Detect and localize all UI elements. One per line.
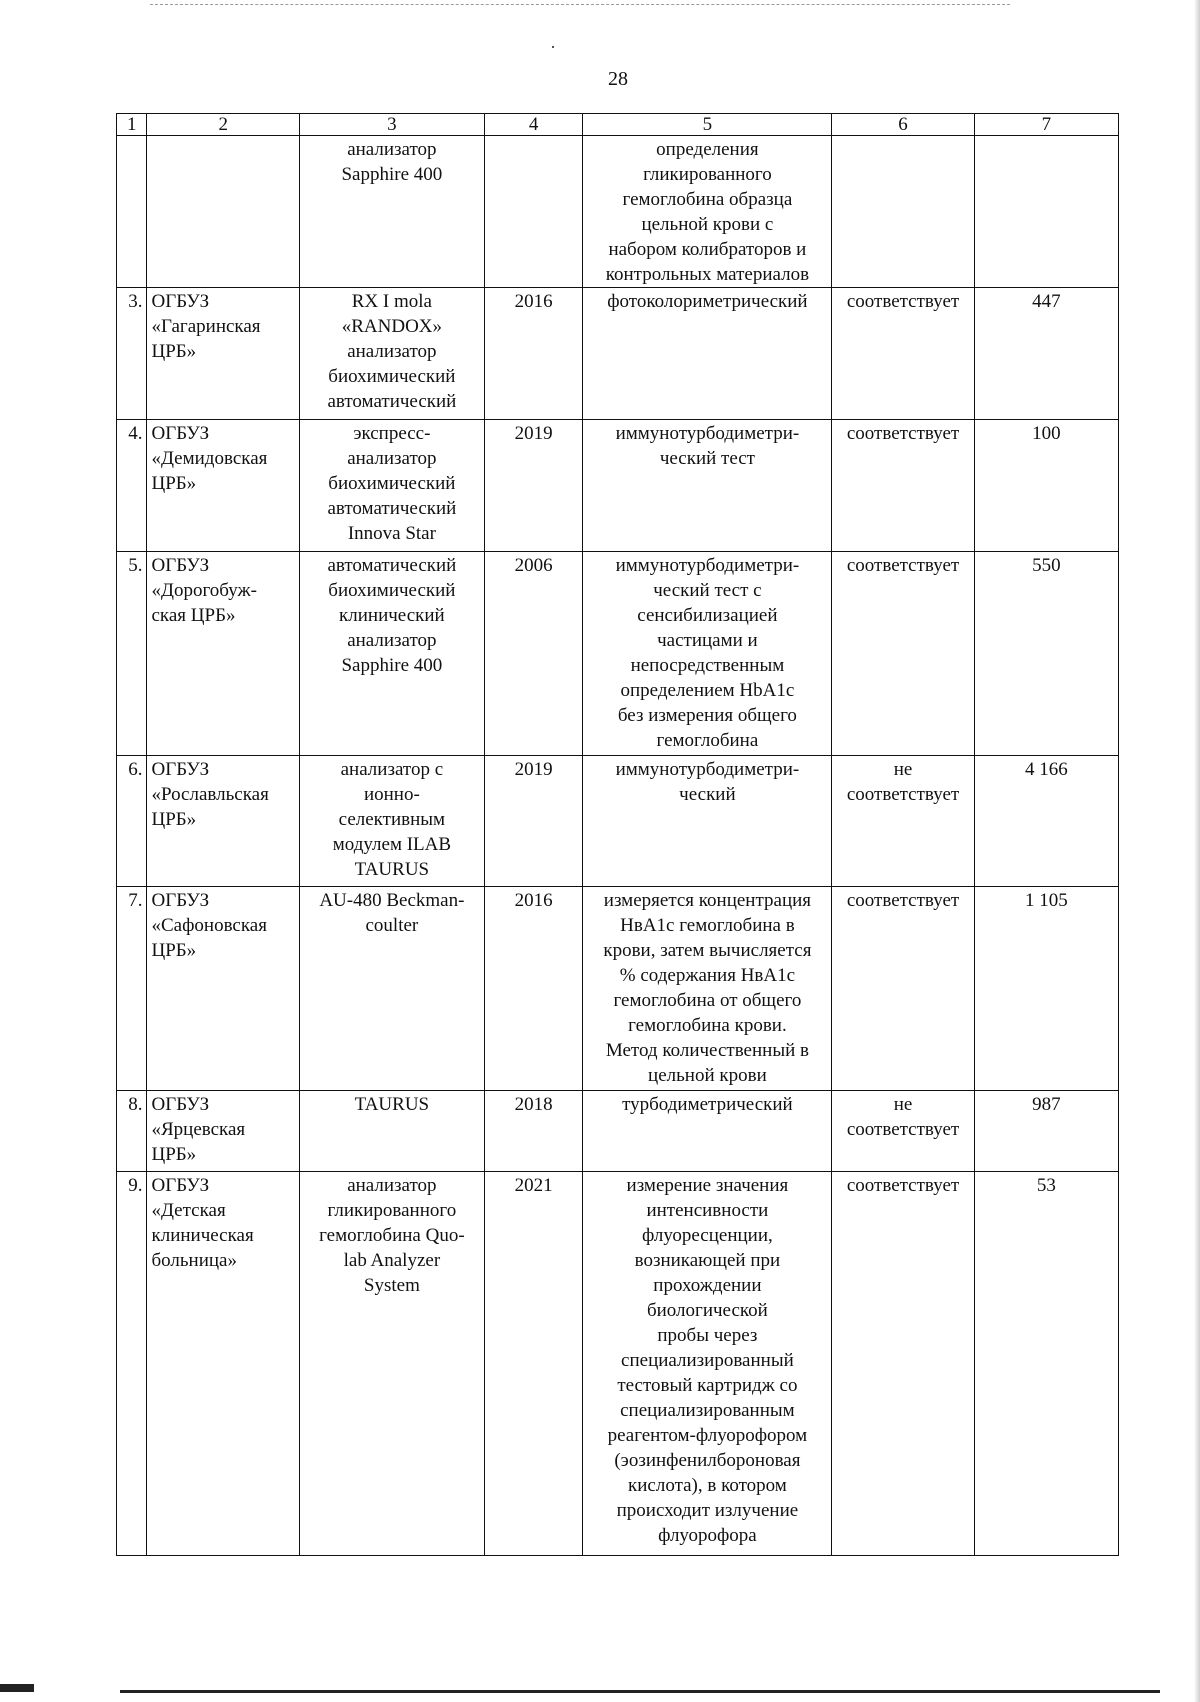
- row-number: 7.: [117, 887, 147, 1091]
- equipment-table: [116, 113, 1119, 1556]
- compliance-cell: не соответствует: [832, 756, 974, 887]
- method-cell: измерение значения интенсивности флуоресценции, возникающей при прохождении биологической пробы через специализированный тестовый картридж со специализированным реагентом-флуорофором (эозинфенилбороновая кислота), в котором происходит излучение флуорофора: [583, 1172, 832, 1556]
- table-row: [117, 1172, 1119, 1556]
- count-cell: 550: [974, 552, 1118, 756]
- compliance-cell: соответствует: [832, 887, 974, 1091]
- column-header: 1: [117, 114, 147, 136]
- method-cell: определения гликированного гемоглобина образца цельной крови с набором колибраторов и контрольных материалов: [583, 136, 832, 288]
- row-number: 4.: [117, 420, 147, 552]
- column-header: 2: [147, 114, 299, 136]
- organization-cell: ОГБУЗ «Детская клиническая больница»: [147, 1172, 299, 1556]
- table-row: [117, 887, 1119, 1091]
- count-cell: 100: [974, 420, 1118, 552]
- table-row: [117, 420, 1119, 552]
- compliance-cell: соответствует: [832, 552, 974, 756]
- compliance-cell: соответствует: [832, 1172, 974, 1556]
- device-cell: анализатор гликированного гемоглобина Quo- lab Analyzer System: [299, 1172, 484, 1556]
- year-cell: 2019: [484, 420, 583, 552]
- column-header: 6: [832, 114, 974, 136]
- organization-cell: ОГБУЗ «Демидовская ЦРБ»: [147, 420, 299, 552]
- year-cell: 2006: [484, 552, 583, 756]
- year-cell: 2016: [484, 288, 583, 420]
- organization-cell: ОГБУЗ «Сафоновская ЦРБ»: [147, 887, 299, 1091]
- device-cell: экспресс- анализатор биохимический автоматический Innova Star: [299, 420, 484, 552]
- row-number: [117, 136, 147, 288]
- row-number: 9.: [117, 1172, 147, 1556]
- year-cell: 2021: [484, 1172, 583, 1556]
- table-row: [117, 756, 1119, 887]
- table-row: [117, 1091, 1119, 1172]
- scan-artifact-top-line: [150, 4, 1010, 5]
- device-cell: автоматический биохимический клинический анализатор Sapphire 400: [299, 552, 484, 756]
- year-cell: 2016: [484, 887, 583, 1091]
- header-row: [117, 114, 1119, 136]
- column-header: 4: [484, 114, 583, 136]
- method-cell: иммунотурбодиметри- ческий тест с сенсибилизацией частицами и непосредственным определением HbA1c без измерения общего гемоглобина: [583, 552, 832, 756]
- row-number: 3.: [117, 288, 147, 420]
- device-cell: анализатор с ионно- селективным модулем ILAB TAURUS: [299, 756, 484, 887]
- column-header: 7: [974, 114, 1118, 136]
- scan-artifact-dot: [552, 46, 554, 48]
- method-cell: иммунотурбодиметри- ческий: [583, 756, 832, 887]
- method-cell: турбодиметрический: [583, 1091, 832, 1172]
- organization-cell: ОГБУЗ «Ярцевская ЦРБ»: [147, 1091, 299, 1172]
- device-cell: TAURUS: [299, 1091, 484, 1172]
- year-cell: 2018: [484, 1091, 583, 1172]
- table-body: [117, 136, 1119, 1556]
- count-cell: 987: [974, 1091, 1118, 1172]
- method-cell: иммунотурбодиметри- ческий тест: [583, 420, 832, 552]
- column-header: 5: [583, 114, 832, 136]
- page-number: 28: [608, 68, 628, 90]
- column-header: 3: [299, 114, 484, 136]
- row-number: 6.: [117, 756, 147, 887]
- scan-artifact-bottom-left-mark: [0, 1684, 34, 1692]
- organization-cell: ОГБУЗ «Дорогобуж- ская ЦРБ»: [147, 552, 299, 756]
- organization-cell: ОГБУЗ «Гагаринская ЦРБ»: [147, 288, 299, 420]
- organization-cell: [147, 136, 299, 288]
- count-cell: [974, 136, 1118, 288]
- count-cell: 447: [974, 288, 1118, 420]
- organization-cell: ОГБУЗ «Рославльская ЦРБ»: [147, 756, 299, 887]
- method-cell: измеряется концентрация НвA1c гемоглобина в крови, затем вычисляется % содержания НвA1c гемоглобина от общего гемоглобина крови. Метод количественный в цельной крови: [583, 887, 832, 1091]
- row-number: 8.: [117, 1091, 147, 1172]
- scan-artifact-bottom-line: [120, 1690, 1160, 1693]
- year-cell: [484, 136, 583, 288]
- count-cell: 1 105: [974, 887, 1118, 1091]
- count-cell: 53: [974, 1172, 1118, 1556]
- compliance-cell: [832, 136, 974, 288]
- compliance-cell: соответствует: [832, 420, 974, 552]
- table-row: [117, 136, 1119, 288]
- table-header: [117, 114, 1119, 136]
- table-row: [117, 552, 1119, 756]
- method-cell: фотоколориметрический: [583, 288, 832, 420]
- device-cell: AU-480 Beckman- coulter: [299, 887, 484, 1091]
- year-cell: 2019: [484, 756, 583, 887]
- scan-artifact-right-edge: [1194, 0, 1200, 1702]
- count-cell: 4 166: [974, 756, 1118, 887]
- device-cell: анализатор Sapphire 400: [299, 136, 484, 288]
- table-row: [117, 288, 1119, 420]
- compliance-cell: не соответствует: [832, 1091, 974, 1172]
- row-number: 5.: [117, 552, 147, 756]
- device-cell: RX I mola «RANDOX» анализатор биохимический автоматический: [299, 288, 484, 420]
- compliance-cell: соответствует: [832, 288, 974, 420]
